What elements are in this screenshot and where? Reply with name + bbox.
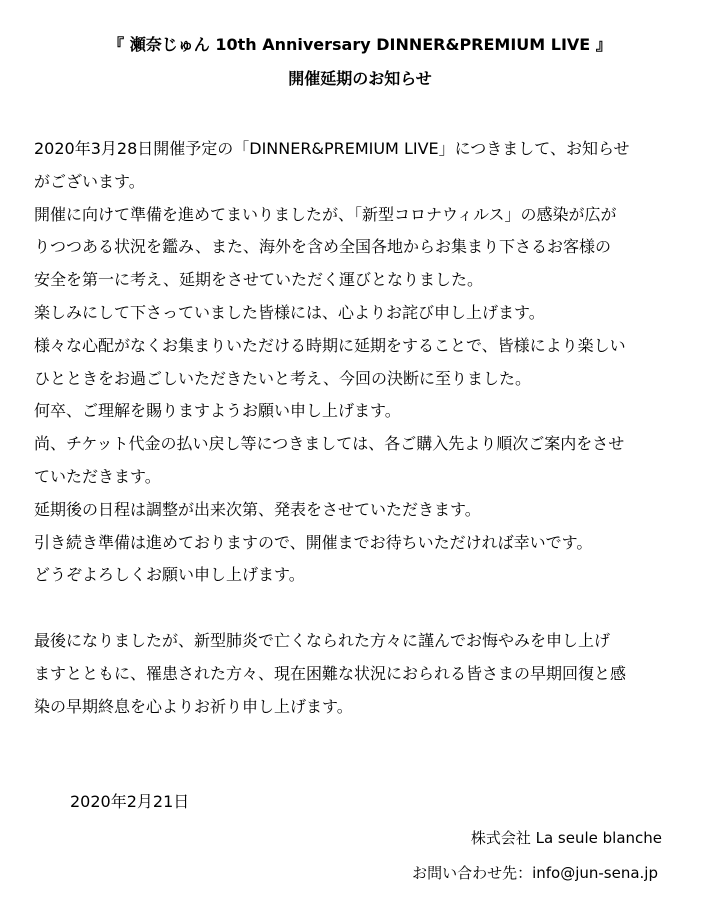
- contact-info: お問い合わせ先：info@jun-sena.jp: [412, 864, 658, 882]
- body-line: どうぞよろしくお願い申し上げます。: [34, 565, 305, 585]
- notice-body: [34, 133, 694, 723]
- closing-line: 染の早期終息を心よりお祈り申し上げます。: [34, 696, 353, 716]
- body-line: ていただきます。: [34, 466, 161, 486]
- body-line: 尚、チケット代金の払い戻し等につきましては、各ご購入先より順次ご案内をさせ: [34, 434, 625, 454]
- body-line: 様々な心配がなくお集まりいただける時期に延期をすることで、皆様により楽しい: [34, 335, 626, 355]
- body-line: 延期後の日程は調整が出来次第、発表をさせていただきます。: [34, 499, 481, 519]
- notice-subtitle: 開催延期のお知らせ: [288, 69, 432, 88]
- body-line: 安全を第一に考え、延期をさせていただく運びとなりました。: [34, 270, 483, 290]
- body-line: 引き続き準備は進めておりますので、開催までお待ちいただければ幸いです。: [34, 532, 593, 552]
- body-line: りつつある状況を鑑み、また、海外を含め全国各地からお集まり下さるお客様の: [34, 237, 611, 257]
- notice-date: 2020年2月21日: [70, 792, 190, 811]
- notice-title: 『 瀬奈じゅん 10th Anniversary DINNER&PREMIUM LIVE 』: [108, 35, 612, 54]
- closing-line: ますとともに、罹患された方々、現在困難な状況におられる皆さまの早期回復と感: [34, 663, 627, 683]
- closing-line: 最後になりましたが、新型肺炎で亡くなられた方々に謹んでお悔やみを申し上げ: [34, 630, 611, 650]
- body-line: 楽しみにして下さっていました皆様には、心よりお詫び申し上げます。: [34, 302, 545, 322]
- body-line: がございます。: [34, 171, 145, 191]
- body-line: 2020年3月28日開催予定の「DINNER&PREMIUM LIVE」につきまして、お知らせ: [34, 139, 630, 158]
- body-line: ひとときをお過ごしいただきたいと考え、今回の決断に至りました。: [34, 368, 531, 388]
- paragraph-spacer: [34, 592, 694, 625]
- body-line: 開催に向けて準備を進めてまいりましたが、「新型コロナウィルス」の感染が広が: [34, 204, 617, 224]
- body-line: 何卒、ご理解を賜りますようお願い申し上げます。: [34, 401, 401, 421]
- company-name: 株式会社 La seule blanche: [470, 829, 662, 847]
